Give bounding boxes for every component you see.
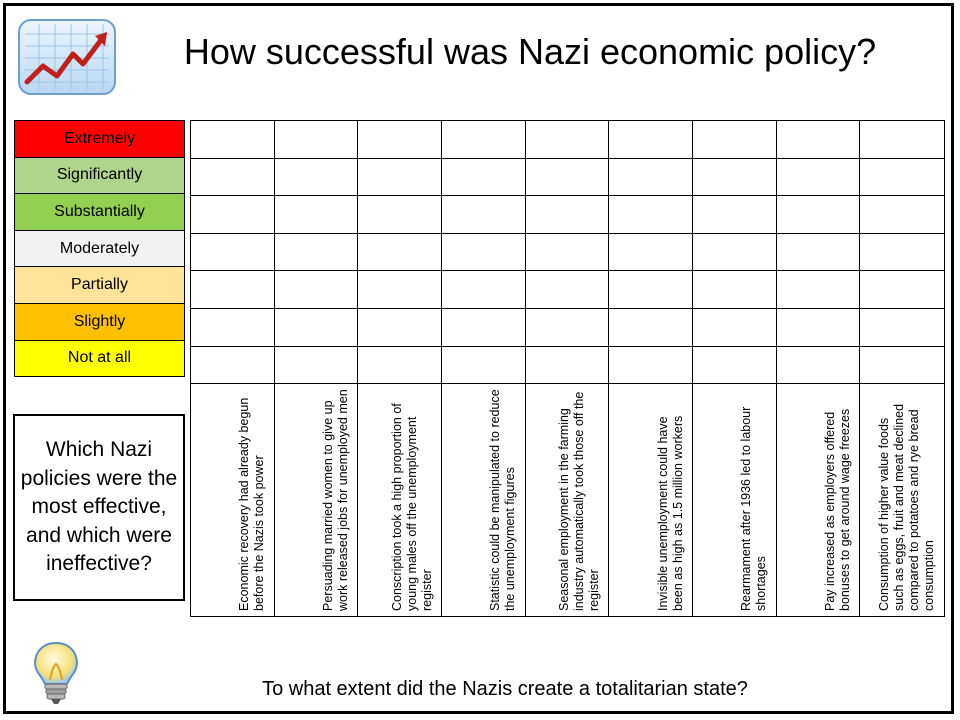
factor-label-cell (442, 384, 526, 616)
factor-label: Consumption of higher value foods such as eggs, fruit and meat declined compared to potatoes and rye bread consumption (877, 404, 937, 612)
rating-cell[interactable] (191, 347, 275, 385)
factor-label-cell (777, 384, 861, 616)
rating-cell[interactable] (442, 234, 526, 272)
rating-cell[interactable] (358, 196, 442, 234)
scale-moderately: Moderately (14, 230, 185, 268)
rating-cell[interactable] (442, 196, 526, 234)
factor-label: Invisible unemployment could have been as high as 1.5 million workers (655, 415, 685, 612)
rating-cell[interactable] (777, 159, 861, 197)
factor-label: Seasonal employment in the farming industry automatically took those off the register (556, 391, 601, 612)
factor-label: Rearmament after 1936 led to labour shortages (739, 406, 769, 612)
rating-cell[interactable] (860, 196, 944, 234)
rating-cell[interactable] (693, 159, 777, 197)
rating-cell[interactable] (442, 347, 526, 385)
rating-cell[interactable] (526, 196, 610, 234)
factor-label-cell (275, 384, 359, 616)
rating-cell[interactable] (609, 121, 693, 159)
scale-significantly: Significantly (14, 157, 185, 195)
rating-cell[interactable] (777, 271, 861, 309)
scale-substantially: Substantially (14, 193, 185, 231)
rating-cell[interactable] (609, 309, 693, 347)
factor-label: Conscription took a high proportion of young males off the unemployment register (389, 403, 434, 612)
rating-cell[interactable] (609, 234, 693, 272)
rating-cell[interactable] (860, 121, 944, 159)
rating-cell[interactable] (275, 347, 359, 385)
factor-label-cell (693, 384, 777, 616)
rating-cell[interactable] (526, 309, 610, 347)
rising-chart-icon (17, 18, 117, 96)
rating-cell[interactable] (191, 159, 275, 197)
rating-cell[interactable] (275, 271, 359, 309)
rating-cell[interactable] (860, 159, 944, 197)
rating-cell[interactable] (275, 234, 359, 272)
rating-cell[interactable] (358, 347, 442, 385)
factor-label-cell (860, 384, 944, 616)
rating-cell[interactable] (693, 121, 777, 159)
rating-cell[interactable] (777, 347, 861, 385)
rating-cell[interactable] (526, 271, 610, 309)
rating-cell[interactable] (609, 271, 693, 309)
rating-cell[interactable] (275, 159, 359, 197)
rating-grid (190, 120, 945, 617)
rating-cell[interactable] (693, 196, 777, 234)
rating-cell[interactable] (358, 309, 442, 347)
footer-question: To what extent did the Nazis create a totalitarian state? (262, 678, 748, 700)
scale-extremely: Extremely (14, 120, 185, 158)
rating-cell[interactable] (526, 121, 610, 159)
factor-label-cell (358, 384, 442, 616)
scale-partially: Partially (14, 266, 185, 304)
factor-label: Pay increased as employers offered bonuses to get around wage freezes (822, 408, 852, 612)
rating-cell[interactable] (358, 234, 442, 272)
rating-cell[interactable] (442, 271, 526, 309)
rating-cell[interactable] (860, 347, 944, 385)
page-title: How successful was Nazi economic policy? (183, 31, 877, 72)
rating-cell[interactable] (275, 309, 359, 347)
rating-cell[interactable] (191, 271, 275, 309)
scale-slightly: Slightly (14, 303, 185, 341)
rating-cell[interactable] (442, 121, 526, 159)
rating-cell[interactable] (191, 309, 275, 347)
rating-cell[interactable] (275, 196, 359, 234)
scale-not-at-all: Not at all (14, 340, 185, 378)
rating-cell[interactable] (526, 159, 610, 197)
rating-cell[interactable] (860, 234, 944, 272)
question-box: Which Nazi policies were the most effective, and which were ineffective? (13, 414, 185, 601)
rating-cell[interactable] (358, 271, 442, 309)
rating-scale (14, 120, 185, 377)
rating-cell[interactable] (693, 309, 777, 347)
rating-cell[interactable] (777, 196, 861, 234)
factor-label-cell (609, 384, 693, 616)
rating-cell[interactable] (191, 121, 275, 159)
rating-cell[interactable] (777, 309, 861, 347)
rating-cell[interactable] (860, 271, 944, 309)
rating-cell[interactable] (526, 347, 610, 385)
rating-cell[interactable] (609, 159, 693, 197)
factor-label-cell (526, 384, 610, 616)
lightbulb-icon (30, 640, 82, 706)
rating-cell[interactable] (777, 234, 861, 272)
rating-cell[interactable] (275, 121, 359, 159)
rating-cell[interactable] (191, 234, 275, 272)
rating-cell[interactable] (442, 309, 526, 347)
rating-cell[interactable] (609, 347, 693, 385)
factor-label: Persuading married women to give up work released jobs for unemployed men (320, 389, 350, 612)
rating-cell[interactable] (693, 347, 777, 385)
rating-cell[interactable] (442, 159, 526, 197)
rating-cell[interactable] (693, 234, 777, 272)
rating-cell[interactable] (609, 196, 693, 234)
rating-cell[interactable] (526, 234, 610, 272)
factor-label: Statistic could be manipulated to reduce the unemployment figures (488, 389, 518, 612)
rating-cell[interactable] (860, 309, 944, 347)
factor-label-cell (191, 384, 275, 616)
rating-cell[interactable] (693, 271, 777, 309)
rating-cell[interactable] (358, 121, 442, 159)
rating-cell[interactable] (777, 121, 861, 159)
rating-cell[interactable] (191, 196, 275, 234)
rating-cell[interactable] (358, 159, 442, 197)
factor-label: Economic recovery had already begun before the Nazis took power (237, 397, 267, 612)
